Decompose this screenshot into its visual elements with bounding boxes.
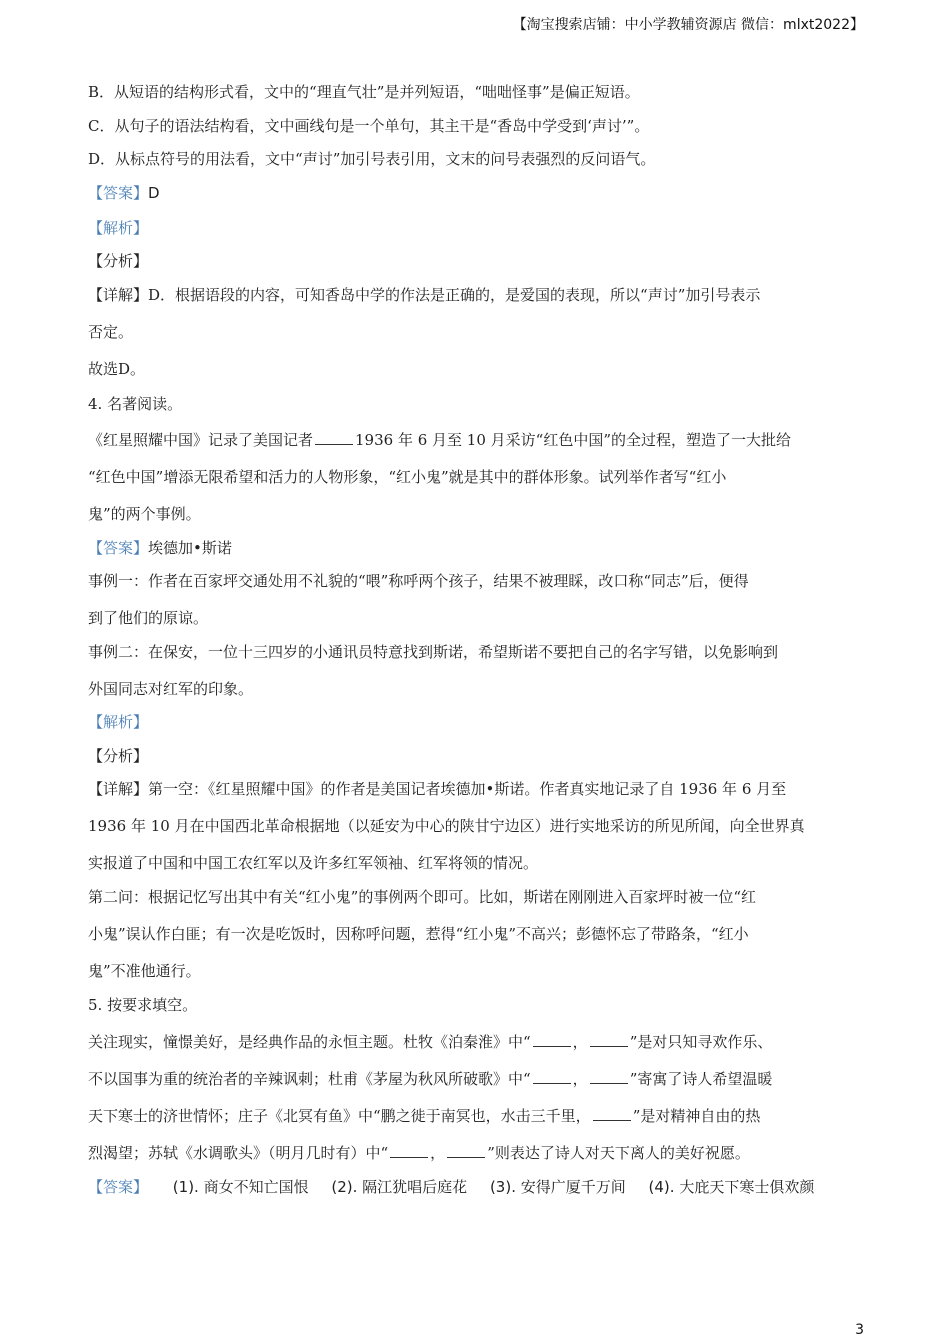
answer-item-1: (1). 商女不知亡国恨 — [172, 1178, 309, 1196]
answer-tag: 【答案】 — [88, 539, 149, 557]
q5-l1-c: ”是对只知寻欢作乐、 — [629, 1033, 773, 1051]
q4-fenxi-tag: 【分析】 — [88, 747, 149, 765]
fill-blank — [390, 1145, 428, 1158]
q5-l3-a: 天下寒士的济世情怀；庄子《北冥有鱼》中“鹏之徙于南冥也，水击三千里， — [88, 1107, 591, 1125]
q4-detail-2: 1936 年 10 月在中国西北革命根据地（以延安为中心的陕甘宁边区）进行实地采访的所见所闻，向全世界真 — [88, 817, 805, 835]
q5-line-4 — [88, 1142, 750, 1163]
fill-blank — [447, 1145, 485, 1158]
q4-paragraph-1 — [88, 429, 791, 450]
q4-detail-6: 鬼”不准他通行。 — [88, 962, 201, 980]
q3-jiexi-tag: 【解析】 — [88, 219, 149, 237]
q4-example-2b: 外国同志对红军的印象。 — [88, 680, 254, 698]
answer-tag: 【答案】 — [88, 1178, 149, 1196]
q4-paragraph-3: 鬼”的两个事例。 — [88, 505, 201, 523]
answer-value: 埃德加•斯诺 — [148, 539, 232, 557]
q3-detail-2: 否定。 — [88, 323, 134, 341]
q5-l2-a: 不以国事为重的统治者的辛辣讽刺；杜甫《茅屋为秋风所破歌》中“ — [88, 1070, 531, 1088]
fill-blank — [593, 1108, 631, 1121]
q4-answer — [88, 537, 232, 558]
q5-l4-a: 烈渴望；苏轼《水调歌头》（明月几时有）中“ — [88, 1144, 389, 1162]
q5-l1-b: ， — [572, 1033, 588, 1051]
q4-title: 4. 名著阅读。 — [88, 395, 183, 413]
q5-line-2 — [88, 1068, 772, 1089]
q4-example-1b: 到了他们的原谅。 — [88, 609, 209, 627]
q4-example-2a: 事例二：在保安，一位十三四岁的小通讯员特意找到斯诺，希望斯诺不要把自己的名字写错，以免影响到 — [88, 643, 779, 661]
answer-item-4: (4). 大庇天下寒士俱欢颜 — [648, 1178, 815, 1196]
q4-jiexi-tag: 【解析】 — [88, 713, 149, 731]
page-number: 3 — [855, 1322, 864, 1338]
fill-blank — [590, 1034, 628, 1047]
q3-option-c: C．从句子的语法结构看，文中画线句是一个单句，其主干是“香岛中学受到‘声讨’”。 — [88, 117, 650, 135]
answer-item-2: (2). 隔江犹唱后庭花 — [331, 1178, 468, 1196]
q5-line-3 — [88, 1105, 760, 1126]
q3-detail-1 — [88, 284, 760, 305]
q4-detail-3: 实报道了中国和中国工农红军以及许多红军领袖、红军将领的情况。 — [88, 854, 539, 872]
fill-blank — [590, 1071, 628, 1084]
q4-example-1a: 事例一：作者在百家坪交通处用不礼貌的“喂”称呼两个孩子，结果不被理睬，改口称“同志”后，便得 — [88, 572, 749, 590]
q5-l4-b: ， — [430, 1144, 446, 1162]
q5-l3-b: ”是对精神自由的热 — [632, 1107, 761, 1125]
page-header: 【淘宝搜索店铺：中小学教辅资源店 微信：mlxt2022】 — [512, 17, 864, 33]
q5-line-1 — [88, 1031, 772, 1052]
q5-l2-b: ， — [572, 1070, 588, 1088]
q4-p1-start: 《红星照耀中国》记录了美国记者 — [88, 431, 314, 449]
fill-blank — [533, 1034, 571, 1047]
answer-tag: 【答案】 — [88, 184, 149, 202]
q3-option-d: D．从标点符号的用法看，文中“声讨”加引号表引用，文末的问号表强烈的反问语气。 — [88, 150, 656, 168]
q5-l4-c: ”则表达了诗人对天下离人的美好祝愿。 — [487, 1144, 750, 1162]
q5-l2-c: ”寄寓了诗人希望温暖 — [629, 1070, 773, 1088]
q3-answer — [88, 182, 160, 203]
q3-option-b: B．从短语的结构形式看，文中的“理直气壮”是并列短语，“咄咄怪事”是偏正短语。 — [88, 83, 640, 101]
detail-text: D．根据语段的内容，可知香岛中学的作法是正确的，是爱国的表现，所以“声讨”加引号表示 — [148, 286, 761, 304]
q3-fenxi-tag: 【分析】 — [88, 252, 149, 270]
answer-value: D — [148, 184, 160, 202]
fill-blank — [533, 1071, 571, 1084]
q4-detail-4: 第二问：根据记忆写出其中有关“红小鬼”的事例两个即可。比如，斯诺在刚刚进入百家坪时被一位“红 — [88, 888, 757, 906]
q5-l1-a: 关注现实，憧憬美好，是经典作品的永恒主题。杜牧《泊秦淮》中“ — [88, 1033, 531, 1051]
q5-answer — [88, 1176, 814, 1197]
detail-tag: 【详解】 — [88, 286, 149, 304]
fill-blank — [315, 432, 353, 445]
q4-detail-1: 【详解】第一空：《红星照耀中国》的作者是美国记者埃德加•斯诺。作者真实地记录了自 1936 年 6 月至 — [88, 780, 787, 798]
q4-detail-5: 小鬼”误认作白匪；有一次是吃饭时，因称呼问题，惹得“红小鬼”不高兴；彭德怀忘了带路条，“红小 — [88, 925, 749, 943]
answer-item-3: (3). 安得广厦千万间 — [489, 1178, 626, 1196]
q4-paragraph-2: “红色中国”增添无限希望和活力的人物形象，“红小鬼”就是其中的群体形象。试列举作者写“红小 — [88, 468, 727, 486]
q4-p1-end: 1936 年 6 月至 10 月采访“红色中国”的全过程，塑造了一大批给 — [355, 431, 791, 449]
q5-title: 5. 按要求填空。 — [88, 996, 198, 1014]
q3-choose: 故选D。 — [88, 360, 146, 378]
